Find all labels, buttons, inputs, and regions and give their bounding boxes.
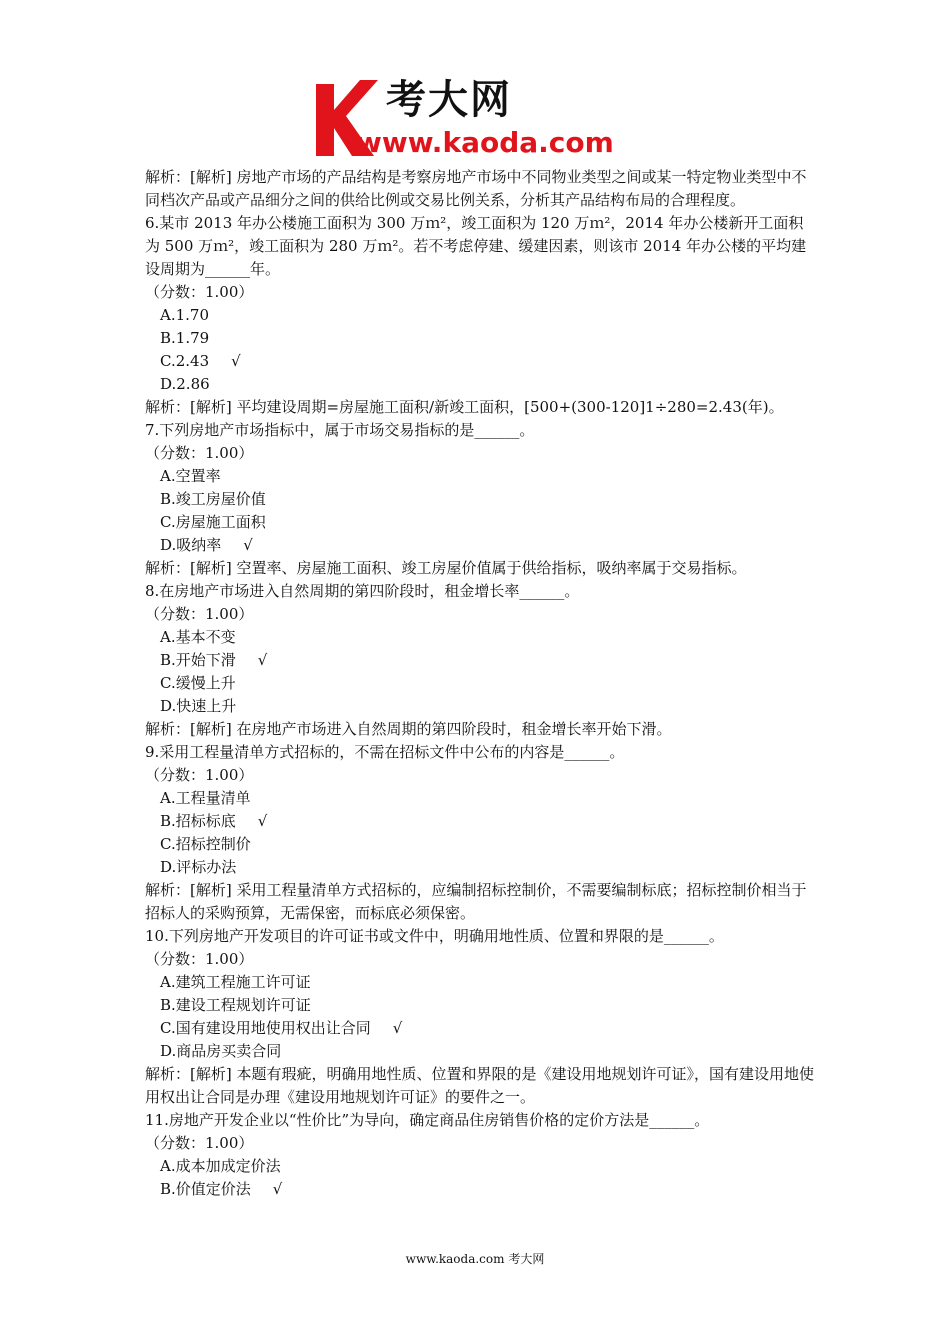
option-a: A.空置率 (160, 467, 221, 485)
question-score: （分数：1.00） (145, 1134, 254, 1152)
brand-name: 考大网 (386, 77, 512, 123)
question-stem: 6.某市 2013 年办公楼施工面积为 300 万ｍ²，竣工面积为 120 万ｍ²，2014 年办公楼新开工面积为 500 万ｍ²，竣工面积为 280 万ｍ²。若不考虑停建、缓建因素，则该市 2014 年办公楼的平均建设周期为______年。 (145, 214, 807, 278)
option-c: C.2.43 √ (145, 350, 815, 373)
option-b: B.建设工程规划许可证 (160, 996, 311, 1014)
question-content (145, 166, 815, 1201)
option-b: B.开始下滑 √ (145, 649, 815, 672)
option-c: C.缓慢上升 (160, 674, 236, 692)
analysis: 解析：[解析] 本题有瑕疵，明确用地性质、位置和界限的是《建设用地规划许可证》，国有建设用地使用权出让合同是办理《建设用地规划许可证》的要件之一。 (145, 1065, 814, 1106)
option-b: B.竣工房屋价值 (160, 490, 266, 508)
question-8 (145, 580, 815, 741)
question-score: （分数：1.00） (145, 950, 254, 968)
question-11 (145, 1109, 815, 1201)
analysis: 解析：[解析] 平均建设周期=房屋施工面积/新竣工面积，[500+(300-120]1÷280=2.43(年)。 (145, 398, 784, 416)
correct-check-icon: √ (231, 352, 241, 370)
question-7 (145, 419, 815, 580)
option-c: C.国有建设用地使用权出让合同 √ (145, 1017, 815, 1040)
question-stem: 11.房地产开发企业以“性价比”为导向，确定商品住房销售价格的定价方法是______。 (145, 1111, 710, 1129)
option-a: A.建筑工程施工许可证 (160, 973, 311, 991)
question-9 (145, 741, 815, 925)
option-d: D.吸纳率 √ (145, 534, 815, 557)
correct-check-icon: √ (272, 1180, 283, 1198)
option-c: C.招标控制价 (160, 835, 251, 853)
option-b: B.价值定价法 √ (145, 1178, 815, 1201)
correct-check-icon: √ (392, 1019, 403, 1037)
option-d: D.评标办法 (160, 858, 237, 876)
option-c: C.房屋施工面积 (160, 513, 266, 531)
analysis-q5: 解析：[解析] 房地产市场的产品结构是考察房地产市场中不同物业类型之间或某一特定物业类型中不同档次产品或产品细分之间的供给比例或交易比例关系，分析其产品结构布局的合理程度。 (145, 168, 807, 209)
question-stem: 7.下列房地产市场指标中，属于市场交易指标的是______。 (145, 421, 535, 439)
question-score: （分数：1.00） (145, 766, 254, 784)
question-10 (145, 925, 815, 1109)
question-score: （分数：1.00） (145, 605, 254, 623)
option-b: B.招标标底 √ (145, 810, 815, 833)
option-d: D.商品房买卖合同 (160, 1042, 282, 1060)
analysis: 解析：[解析] 在房地产市场进入自然周期的第四阶段时，租金增长率开始下滑。 (145, 720, 672, 738)
correct-check-icon: √ (243, 536, 253, 554)
question-6 (145, 212, 815, 419)
analysis: 解析：[解析] 空置率、房屋施工面积、竣工房屋价值属于供给指标，吸纳率属于交易指标。 (145, 559, 747, 577)
question-score: （分数：1.00） (145, 283, 254, 301)
option-a: A.工程量清单 (160, 789, 251, 807)
correct-check-icon: √ (257, 651, 268, 669)
question-stem: 10.下列房地产开发项目的许可证书或文件中，明确用地性质、位置和界限的是______。 (145, 927, 724, 945)
question-score: （分数：1.00） (145, 444, 254, 462)
correct-check-icon: √ (257, 812, 268, 830)
option-b: B.1.79 (160, 329, 210, 347)
option-d: D.快速上升 (160, 697, 237, 715)
page-footer: www.kaoda.com 考大网 (405, 1252, 545, 1266)
question-stem: 9.采用工程量清单方式招标的，不需在招标文件中公布的内容是______。 (145, 743, 625, 761)
option-a: A.基本不变 (160, 628, 236, 646)
analysis: 解析：[解析] 采用工程量清单方式招标的，应编制招标控制价，不需要编制标底；招标控制价相当于招标人的采购预算，无需保密，而标底必须保密。 (145, 881, 807, 922)
option-a: A.1.70 (160, 306, 209, 324)
question-stem: 8.在房地产市场进入自然周期的第四阶段时，租金增长率______。 (145, 582, 580, 600)
option-a: A.成本加成定价法 (160, 1157, 281, 1175)
brand-url: www.kaoda.com (356, 126, 614, 159)
site-logo (316, 76, 646, 162)
option-d: D.2.86 (160, 375, 210, 393)
